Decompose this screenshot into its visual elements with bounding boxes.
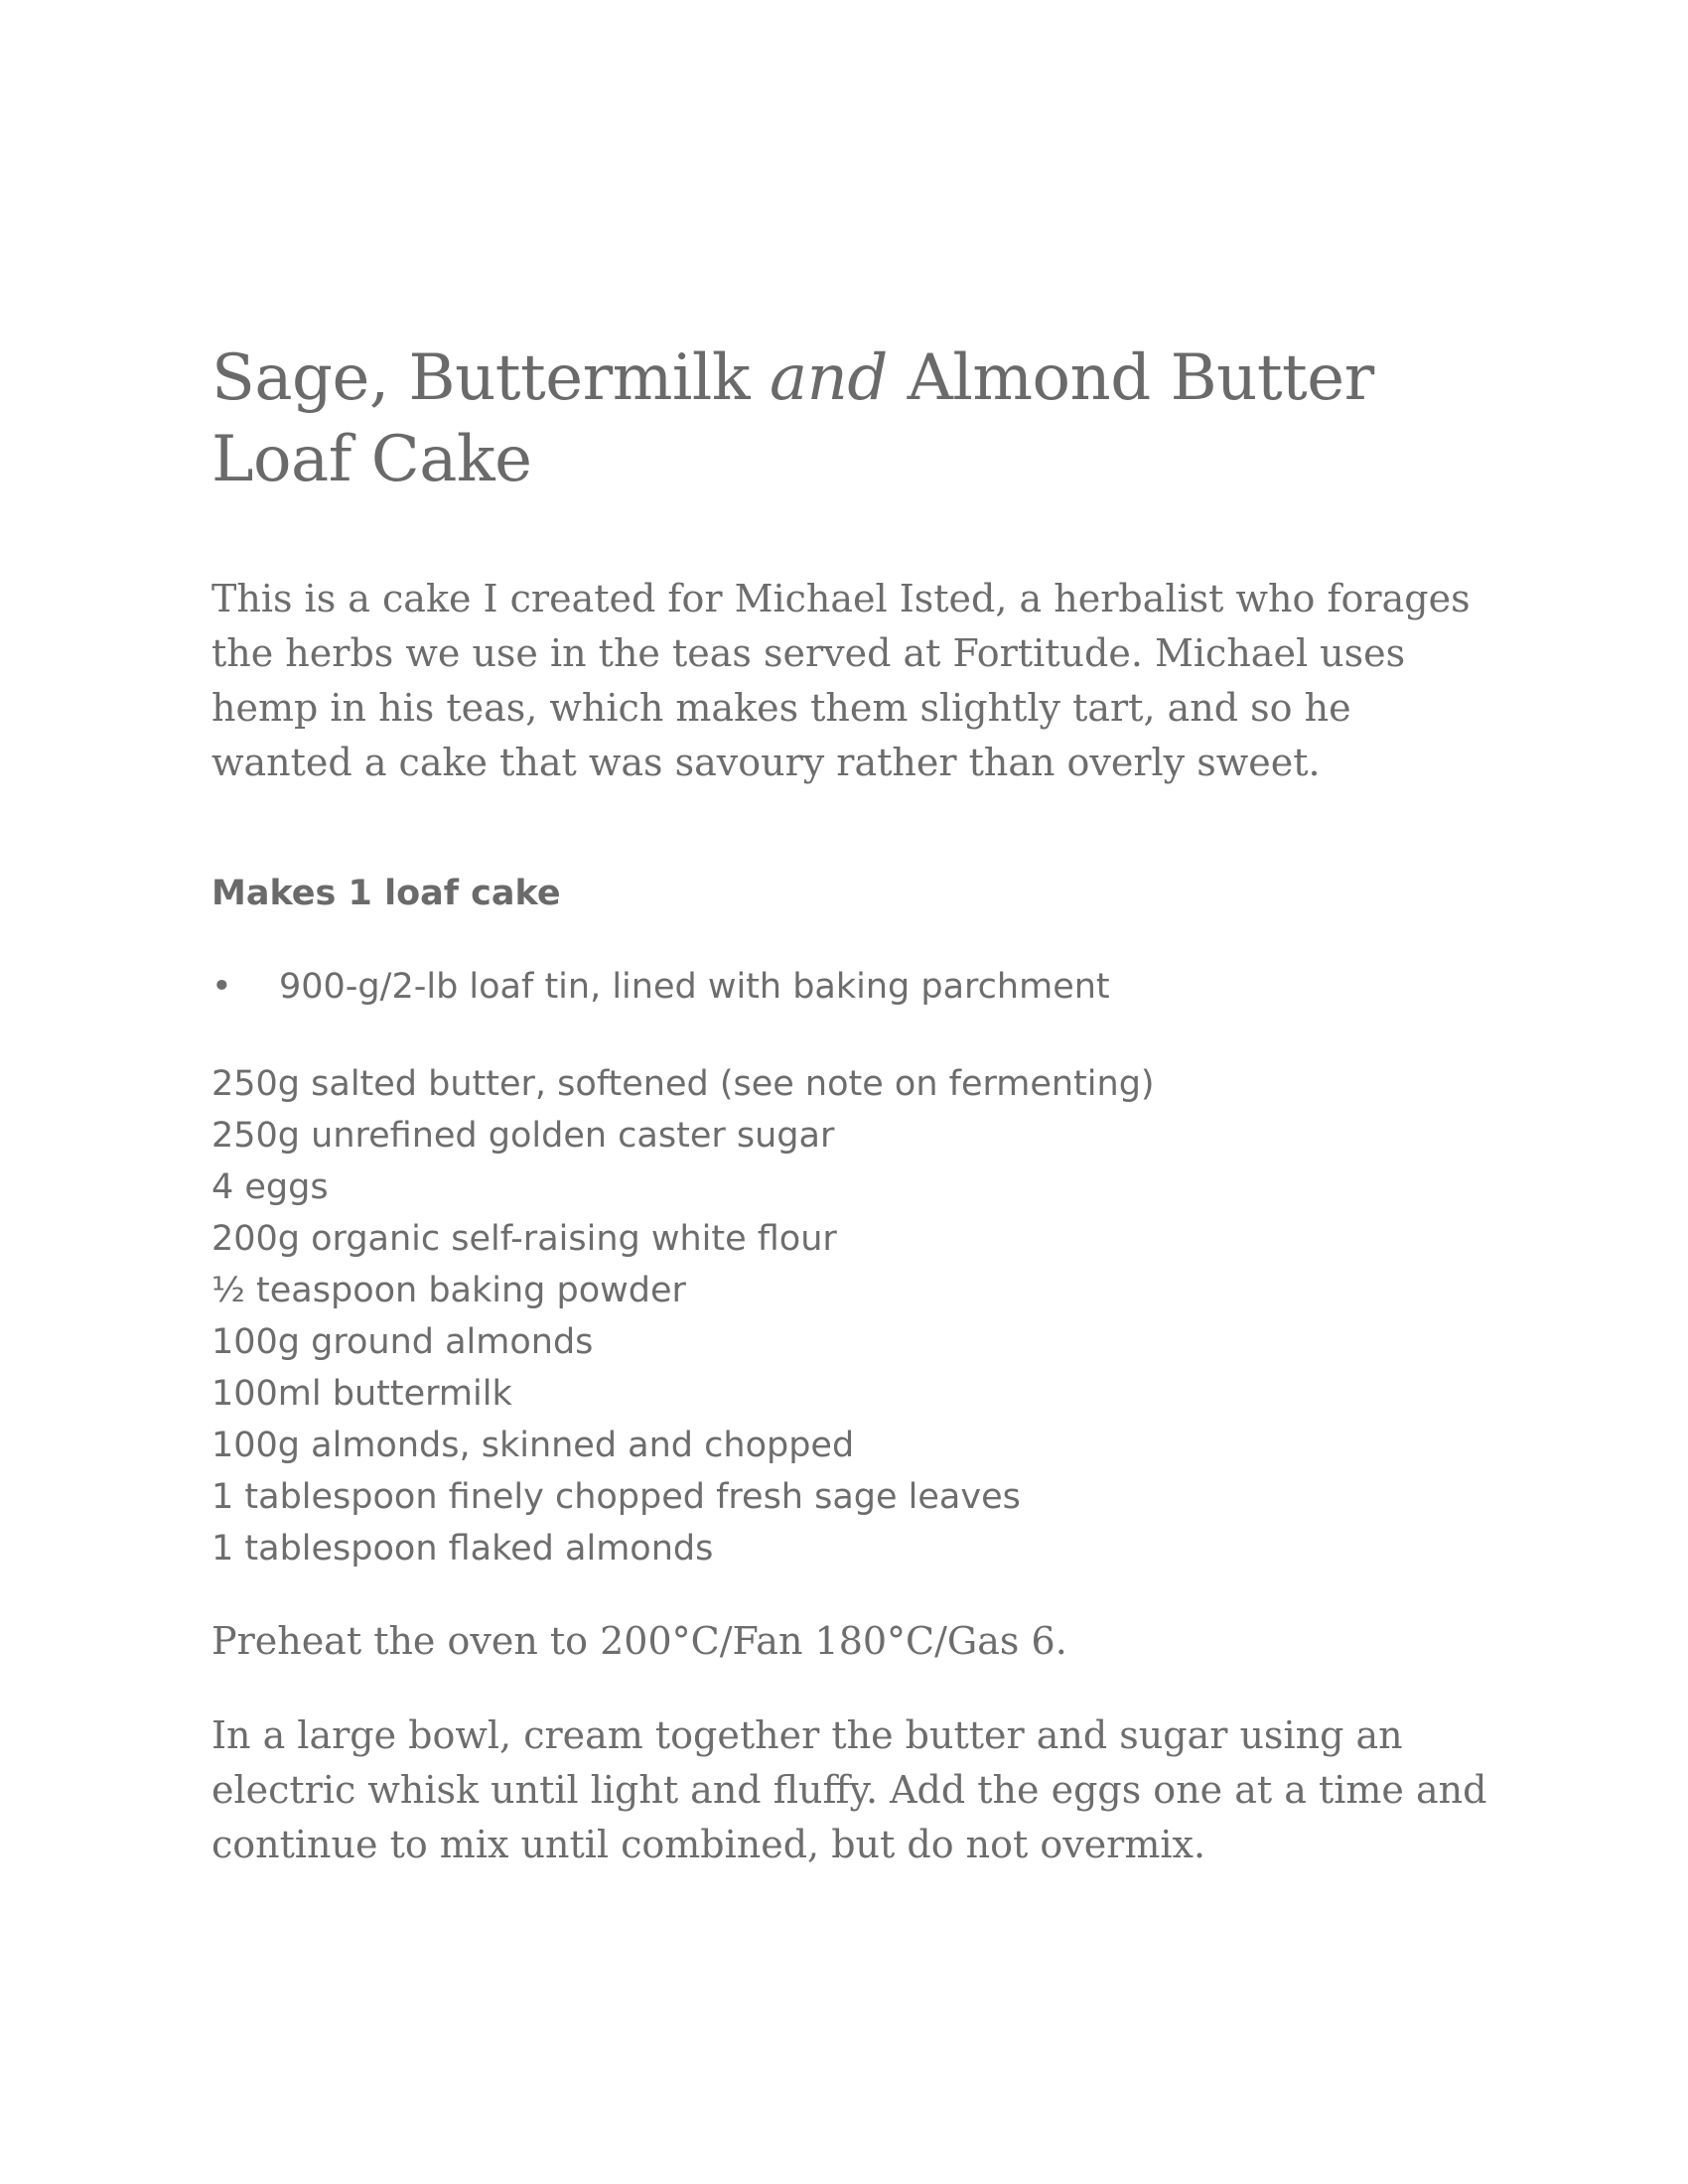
title-part-2: Almond Butter Loaf Cake: [211, 341, 1374, 496]
ingredient-item: ½ teaspoon baking powder: [211, 1271, 686, 1310]
ingredients-list: [211, 1058, 1502, 1574]
method-step: In a large bowl, cream together the butter and sugar using an electric whisk until light and fluffy. Add the eggs one at a time and continue to mix until combined, but do not overmix.: [211, 1713, 1487, 1866]
equipment-text: 900-g/2-lb loaf tin, lined with baking parchment: [279, 967, 1110, 1007]
ingredient-item: 100g ground almonds: [211, 1322, 594, 1362]
method-step: Preheat the oven to 200°C/Fan 180°C/Gas 6.: [211, 1619, 1067, 1663]
ingredient-item: 4 eggs: [211, 1167, 329, 1207]
ingredient-item: 100ml buttermilk: [211, 1374, 512, 1414]
equipment-list: [211, 965, 1502, 1009]
equipment-item: [211, 965, 1502, 1009]
bullet-dot: •: [211, 967, 232, 1007]
ingredient-item: 1 tablespoon finely chopped fresh sage leaves: [211, 1477, 1021, 1517]
ingredient-item: 250g salted butter, softened (see note on fermenting): [211, 1064, 1155, 1104]
title-part-1: Sage, Buttermilk: [211, 341, 770, 415]
ingredient-item: 1 tablespoon flaked almonds: [211, 1529, 714, 1569]
recipe-yield: Makes 1 loaf cake: [211, 874, 561, 913]
recipe-intro: This is a cake I created for Michael Isted, a herbalist who forages the herbs we use in the teas served at Fortitude. Michael uses hemp in his teas, which makes them slightly tart, and so he wanted a cake that was savoury rather than overly sweet.: [211, 577, 1471, 784]
ingredient-item: 200g organic self-raising white flour: [211, 1219, 837, 1259]
recipe-page: [211, 338, 1502, 1872]
ingredient-item: 250g unrefined golden caster sugar: [211, 1116, 835, 1156]
ingredient-item: 100g almonds, skinned and chopped: [211, 1426, 855, 1465]
recipe-title: [211, 338, 1502, 500]
title-italic-word: and: [769, 341, 888, 415]
